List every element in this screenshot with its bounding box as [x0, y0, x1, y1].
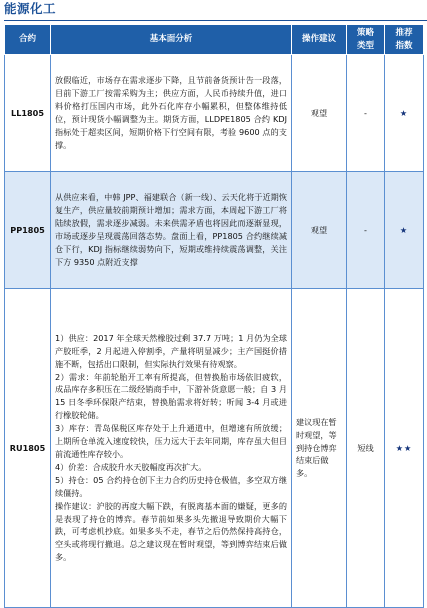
- header-strategy-type-line2: 类型: [356, 40, 374, 51]
- analysis-paragraph-advice: 操作建议：沪胶的再度大幅下跌，有脱离基本面的嫌疑，更多的是表现了持仓的博弈。春节前如果多头先撤退导致期价大幅下跌，可考虑机抄底。如果多头不走，春节之后仍然保持高持仓，空头或将现行撤退。总之建议现在暂时观望，等到博弈结束后做多。: [55, 500, 287, 563]
- table-row: [5, 289, 424, 608]
- analysis-text: 放假临近，市场存在需求逐步下降，且节前备货预计告一段落，目前下游工厂按需采购为主；供应方面，人民币持续升值，进口料价格打压国内市场，此外石化库存小幅累积，但整体维持低位，预计现货小幅调整为主。期货方面，LLDPE1805 合约 KDJ 指标处于超卖区间，短期价格下行空间有限，考验 9600 点的支撑。: [51, 55, 292, 172]
- rating-stars: ★★: [385, 289, 424, 608]
- analysis-text: 从供应来看，中韩 JPP、福建联合（新一线）、云天化将于近期恢复生产，供应量较前期预计增加；需求方面，本周起下游工厂将陆续放假，需求逐步减弱。未来供需矛盾也将因此而逐渐显现，市场或逐步呈现震荡回落态势。盘面上看，PP1805 合约继续减仓下行，KDJ 指标继续弱势向下，短期或维持续震荡调整，关注下方 9350 点附近支撑: [51, 172, 292, 289]
- analysis-text: [51, 289, 292, 608]
- contract-code: RU1805: [5, 289, 51, 608]
- title-divider: [4, 20, 427, 21]
- strategy-table: [4, 24, 424, 608]
- contract-code: PP1805: [5, 172, 51, 289]
- header-strategy-type: [347, 25, 385, 55]
- analysis-paragraph-inventory: 3）库存：青岛保税区库存处于上升通道中，但增速有所放缓；上期所仓单流入速度较快，压力远大于去年同期，库存虽大但目前流通性库存较小。: [55, 423, 287, 459]
- table-row: [5, 172, 424, 289]
- advice-text: 观望: [292, 55, 347, 172]
- analysis-paragraph-supply: 1）供应：2017 年全球天然橡胶过剩 37.7 万吨；1 月仍为全球产胶旺季，2 月起进入停割季，产量将明显减少；主产国挺价措施不断，包括出口限制，但实际执行效果有待观察。: [55, 332, 287, 369]
- header-recommend-line1: 推荐: [395, 27, 413, 38]
- analysis-paragraph-position: 5）持仓：05 合约持仓创下主力合约历史持仓极值，多空双方继续僵持。: [55, 474, 287, 498]
- contract-code: LL1805: [5, 55, 51, 172]
- header-strategy-type-line1: 策略: [356, 27, 374, 38]
- header-recommend-index: [385, 25, 424, 55]
- rating-stars: ★: [385, 55, 424, 172]
- table-row: [5, 55, 424, 172]
- analysis-paragraph-spread: 4）价差：合成胶升水天胶幅度再次扩大。: [55, 461, 207, 472]
- advice-text: 观望: [292, 172, 347, 289]
- header-advice: 操作建议: [292, 25, 347, 55]
- section-title: 能源化工: [4, 1, 57, 16]
- analysis-paragraph-demand: 2）需求：年前轮胎开工率有所提高，但替换胎市场依旧疲软，成品库存多积压在二级经销商手中，下游补货意愿一般；自 3 月 15 日冬季环保限产结束，替换胎需求将好转；听闻 3-4 月或进行橡胶轮储。: [55, 371, 287, 421]
- strategy-type: 短线: [347, 289, 385, 608]
- table-header-row: [5, 25, 424, 55]
- header-analysis: 基本面分析: [51, 25, 292, 55]
- strategy-type: -: [347, 55, 385, 172]
- rating-stars: ★: [385, 172, 424, 289]
- header-contract: 合约: [5, 25, 51, 55]
- header-recommend-line2: 指数: [395, 40, 413, 51]
- strategy-type: -: [347, 172, 385, 289]
- advice-text: 建议现在暂时观望，等到持仓博弈结束后做多。: [292, 289, 347, 608]
